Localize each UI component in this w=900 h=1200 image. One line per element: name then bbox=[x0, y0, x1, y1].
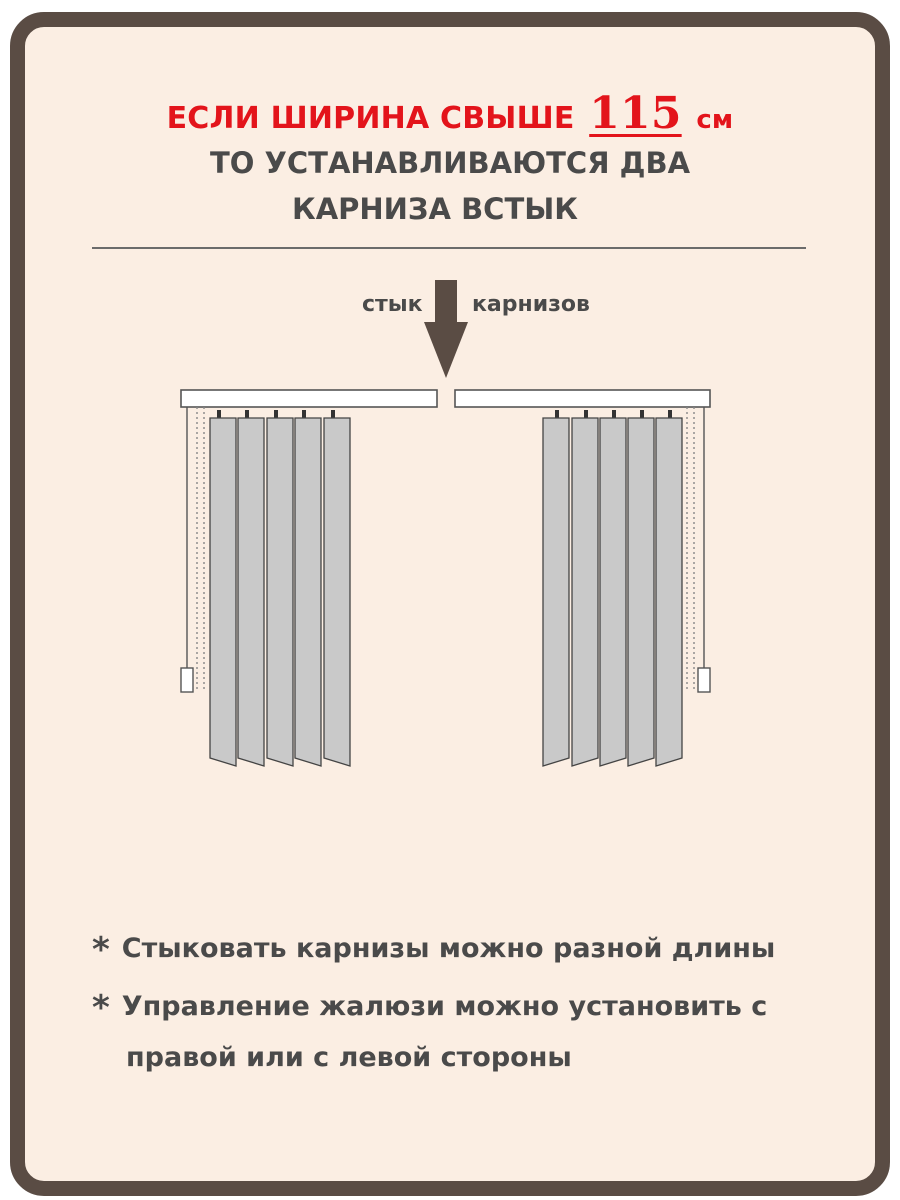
note-text: Управление жалюзи можно установить с bbox=[121, 991, 768, 1022]
headline-line3: КАРНИЗА ВСТЫК bbox=[291, 192, 578, 226]
divider bbox=[92, 247, 806, 249]
asterisk-icon: * bbox=[92, 930, 110, 970]
headline-line2: ТО УСТАНАВЛИВАЮТСЯ ДВА bbox=[209, 146, 691, 180]
joint-label: стык bbox=[362, 292, 423, 317]
width-value: 115 bbox=[589, 88, 682, 139]
right-cornice bbox=[455, 390, 710, 407]
headline bbox=[0, 88, 900, 139]
note-control-side-continuation: правой или с левой стороны bbox=[126, 1042, 572, 1073]
right-slats bbox=[543, 410, 682, 766]
cornices-label: карнизов bbox=[472, 292, 590, 317]
down-arrow-icon bbox=[424, 280, 468, 378]
slat bbox=[210, 410, 236, 766]
headline-line1 bbox=[166, 88, 734, 139]
asterisk-icon: * bbox=[92, 988, 110, 1028]
slat bbox=[600, 410, 626, 766]
blinds-diagram bbox=[0, 270, 900, 790]
note-different-length bbox=[92, 930, 775, 970]
slat bbox=[628, 410, 654, 766]
slat bbox=[324, 410, 350, 766]
slat bbox=[267, 410, 293, 766]
slat bbox=[543, 410, 569, 766]
left-control-cord bbox=[181, 407, 204, 692]
width-condition-text: ЕСЛИ ШИРИНА СВЫШЕ bbox=[166, 101, 575, 136]
right-control-cord bbox=[687, 407, 710, 692]
left-cornice bbox=[181, 390, 437, 407]
slat bbox=[572, 410, 598, 766]
slat bbox=[295, 410, 321, 766]
slat bbox=[656, 410, 682, 766]
slat bbox=[238, 410, 264, 766]
width-unit: см bbox=[696, 105, 734, 135]
left-slats bbox=[210, 410, 350, 766]
note-control-side bbox=[92, 988, 767, 1028]
note-text: Стыковать карнизы можно разной длины bbox=[121, 933, 776, 964]
